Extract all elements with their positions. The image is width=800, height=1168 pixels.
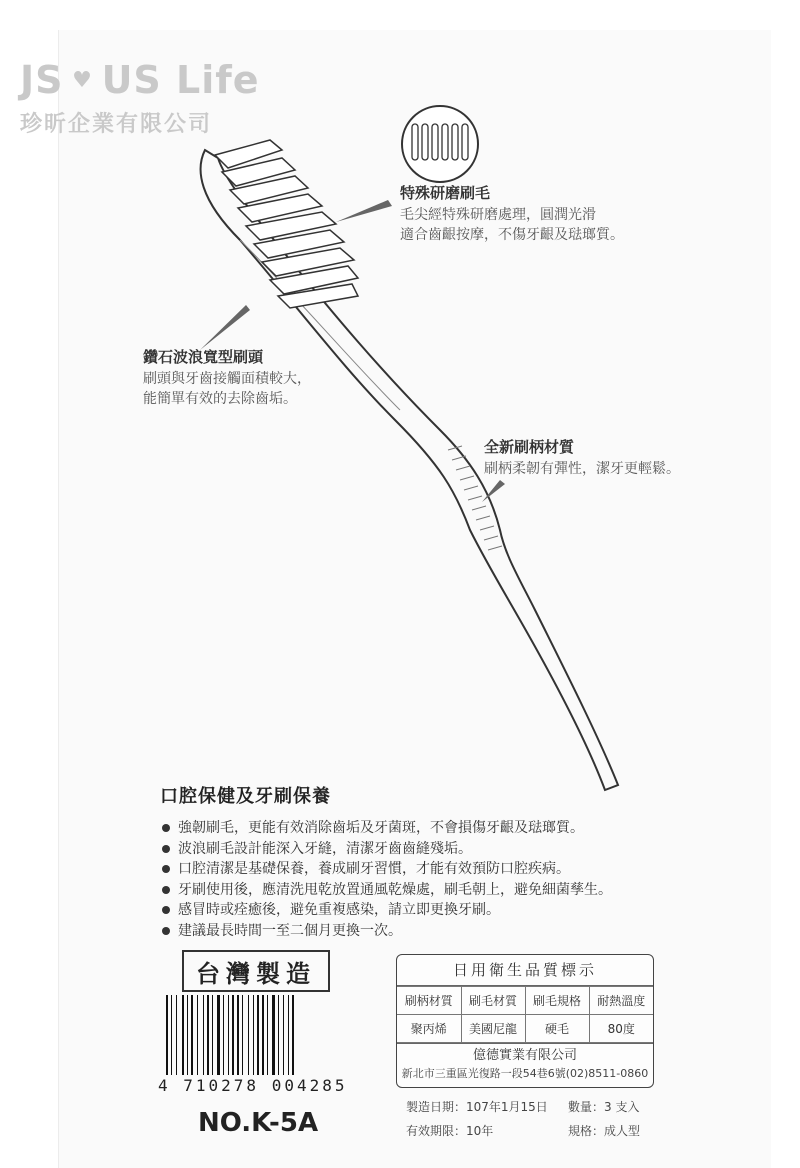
barcode-bar (223, 995, 224, 1075)
barcode-bar (187, 995, 188, 1075)
table-header-cell: 耐熱溫度 (589, 987, 653, 1015)
barcode-bar (207, 995, 209, 1075)
callout-head-line: 能簡單有效的去除齒垢。 (143, 391, 297, 407)
oral-care-list (160, 818, 612, 941)
table-cell: 聚丙烯 (397, 1015, 461, 1043)
list-item: 強韌刷毛，更能有效消除齒垢及牙菌斑，不會損傷牙齦及琺瑯質。 (160, 818, 612, 839)
callout-head-title: 鑽石波浪寬型刷頭 (143, 348, 264, 366)
manufacturer-name: 億德實業有限公司 (472, 1048, 577, 1063)
manufacture-date: 製造日期：107年1月15日 (406, 1100, 548, 1114)
table-row (397, 987, 653, 1015)
list-item: 建議最長時間一至二個月更換一次。 (160, 921, 612, 942)
callout-handle-line: 刷柄柔韌有彈性，潔牙更輕鬆。 (484, 461, 680, 477)
barcode-bar (182, 995, 184, 1075)
table-row (397, 1015, 653, 1043)
barcode-bar (248, 995, 249, 1075)
barcode-bar (288, 995, 289, 1075)
quality-table (397, 986, 653, 1043)
barcode-bar (283, 995, 284, 1075)
callout-bristles (400, 183, 624, 245)
model-number: NO.K-5A (198, 1108, 319, 1138)
quantity: 數量：3 支入 (568, 1100, 640, 1114)
barcode-bar (267, 995, 268, 1075)
callout-handle (484, 437, 680, 479)
callout-bristles-title: 特殊研磨刷毛 (400, 184, 491, 202)
barcode-bar (197, 995, 198, 1075)
barcode-bar (171, 995, 172, 1075)
barcode-bar (262, 995, 264, 1075)
oral-care-title: 口腔保健及牙刷保養 (160, 786, 331, 807)
callout-head (143, 347, 311, 409)
made-in-label: 台灣製造 (182, 950, 330, 992)
callout-bristles-line: 毛尖經特殊研磨處理，圓潤光滑 (400, 207, 596, 223)
list-item: 牙刷使用後，應清洗甩乾放置通風乾燥處，刷毛朝上，避免細菌孳生。 (160, 880, 612, 901)
barcode-bar (203, 995, 204, 1075)
barcode-bar (257, 995, 259, 1075)
bristle-icon (402, 106, 478, 182)
table-header-cell: 刷毛規格 (525, 987, 589, 1015)
barcode-bar (212, 995, 213, 1075)
callout-bristles-line: 適合齒齦按摩，不傷牙齦及琺瑯質。 (400, 227, 624, 243)
quality-label-title: 日用衛生品質標示 (397, 955, 653, 986)
manufacturer-address: 新北市三重區光復路一段54巷6號(02)8511-0860 (401, 1067, 649, 1080)
barcode-bar (176, 995, 177, 1075)
table-header-cell: 刷毛材質 (461, 987, 525, 1015)
brand-name: JS ♥ US Life (20, 58, 260, 102)
barcode-bar (228, 995, 229, 1075)
barcode-number: 4 710278 004285 (158, 1076, 348, 1095)
callout-head-line: 刷頭與牙齒接觸面積較大， (143, 371, 311, 387)
heart-icon: ♥ (63, 68, 102, 93)
barcode-bar (278, 995, 279, 1075)
expiry-period: 有效期限：10年 (406, 1124, 494, 1138)
list-item: 口腔清潔是基礎保養，養成刷牙習慣，才能有效預防口腔疾病。 (160, 859, 612, 880)
table-cell: 美國尼龍 (461, 1015, 525, 1043)
barcode (164, 995, 342, 1077)
size-spec: 規格：成人型 (568, 1124, 641, 1138)
list-item: 波浪刷毛設計能深入牙縫，清潔牙齒齒縫殘垢。 (160, 839, 612, 860)
table-cell: 硬毛 (525, 1015, 589, 1043)
barcode-bar (166, 995, 168, 1075)
barcode-bar (253, 995, 254, 1075)
table-header-cell: 刷柄材質 (397, 987, 461, 1015)
barcode-bar (237, 995, 239, 1075)
callout-handle-title: 全新刷柄材質 (484, 438, 575, 456)
oral-care-section (160, 782, 612, 941)
list-item: 感冒時或痊癒後，避免重複感染，請立即更換牙刷。 (160, 900, 612, 921)
quality-label-footer (397, 1043, 653, 1087)
quality-label-box (396, 954, 654, 1088)
barcode-bar (292, 995, 294, 1075)
barcode-bar (217, 995, 220, 1075)
barcode-bar (191, 995, 193, 1075)
barcode-bar (242, 995, 243, 1075)
table-cell: 80度 (589, 1015, 653, 1043)
barcode-bar (272, 995, 275, 1075)
company-name: 珍昕企業有限公司 (20, 112, 213, 137)
barcode-bar (232, 995, 234, 1075)
